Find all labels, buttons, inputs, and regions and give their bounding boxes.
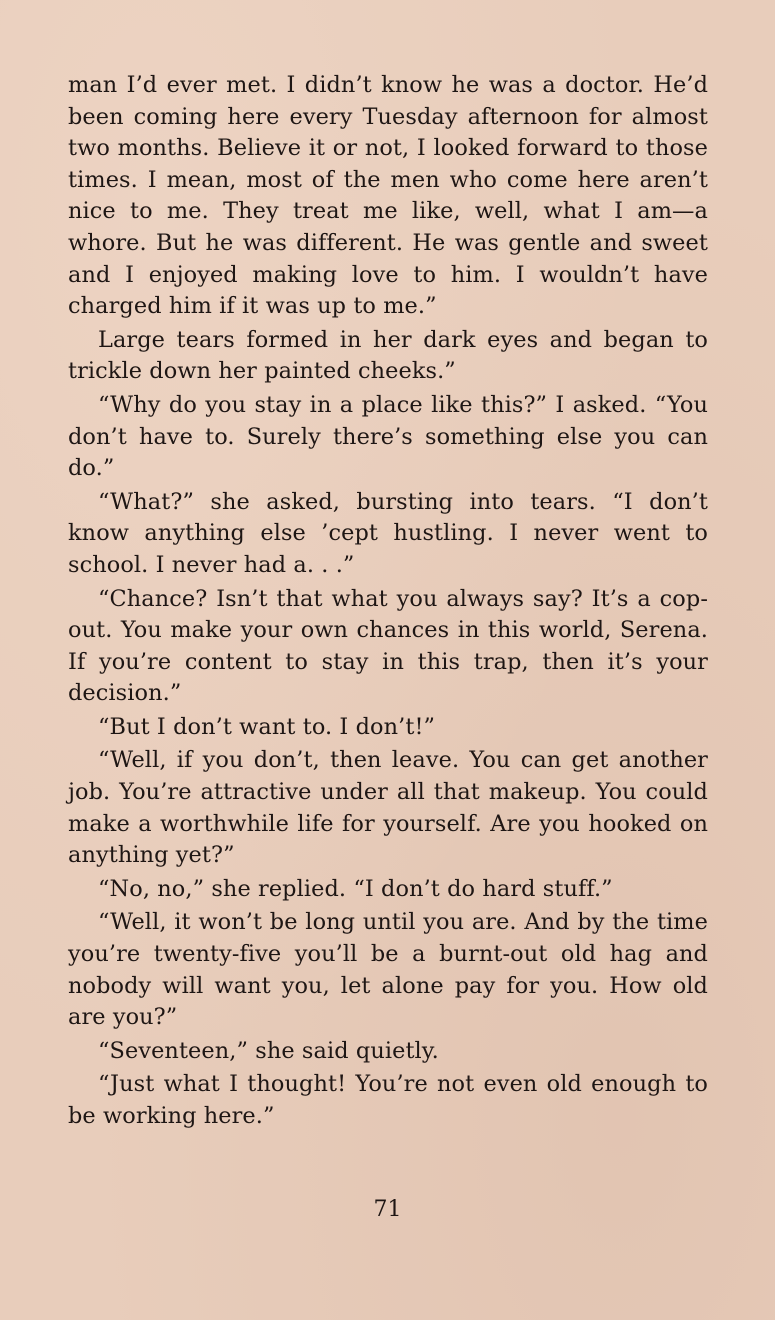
paragraph: “Well, it won’t be long until you are. And by the time you’re twenty-five you’ll be a burnt-out old hag and nobody will want you, let alone pay for you. How old are you?” <box>68 909 708 1031</box>
paragraph: “Seventeen,” she said quietly. <box>98 1037 439 1064</box>
paragraph: man I’d ever met. I didn’t know he was a doctor. He’d been coming here every Tuesday afternoon for almost two months. Believe it or not, I looked forward to those times. I mean, most of the men who come here aren’t nice to me. They treat me like, well, what I am—a whore. But he was different. He was gentle and sweet and I enjoyed making love to him. I wouldn’t have charged him if it was up to me.” <box>68 72 708 320</box>
page-number: 71 <box>373 1197 402 1222</box>
paragraph: “Chance? Isn’t that what you always say? It’s a cop-out. You make your own chances in this world, Serena. If you’re content to stay in this trap, then it’s your decision.” <box>68 585 708 707</box>
paragraph: “Well, if you don’t, then leave. You can get another job. You’re attractive under all that makeup. You could make a worthwhile life for yourself. Are you hooked on anything yet?” <box>68 747 708 869</box>
paragraph: “But I don’t want to. I don’t!” <box>98 713 436 740</box>
body-text <box>68 70 708 1133</box>
paragraph: Large tears formed in her dark eyes and began to trickle down her painted cheeks.” <box>68 326 708 385</box>
paragraph: “No, no,” she replied. “I don’t do hard stuff.” <box>98 875 613 902</box>
paragraph: “What?” she asked, bursting into tears. “I don’t know anything else ’cept hustling. I never went to school. I never had a. . .” <box>68 488 708 578</box>
paragraph: “Just what I thought! You’re not even old enough to be working here.” <box>68 1071 708 1129</box>
paragraph: “Why do you stay in a place like this?” I asked. “You don’t have to. Surely there’s something else you can do.” <box>68 391 708 482</box>
